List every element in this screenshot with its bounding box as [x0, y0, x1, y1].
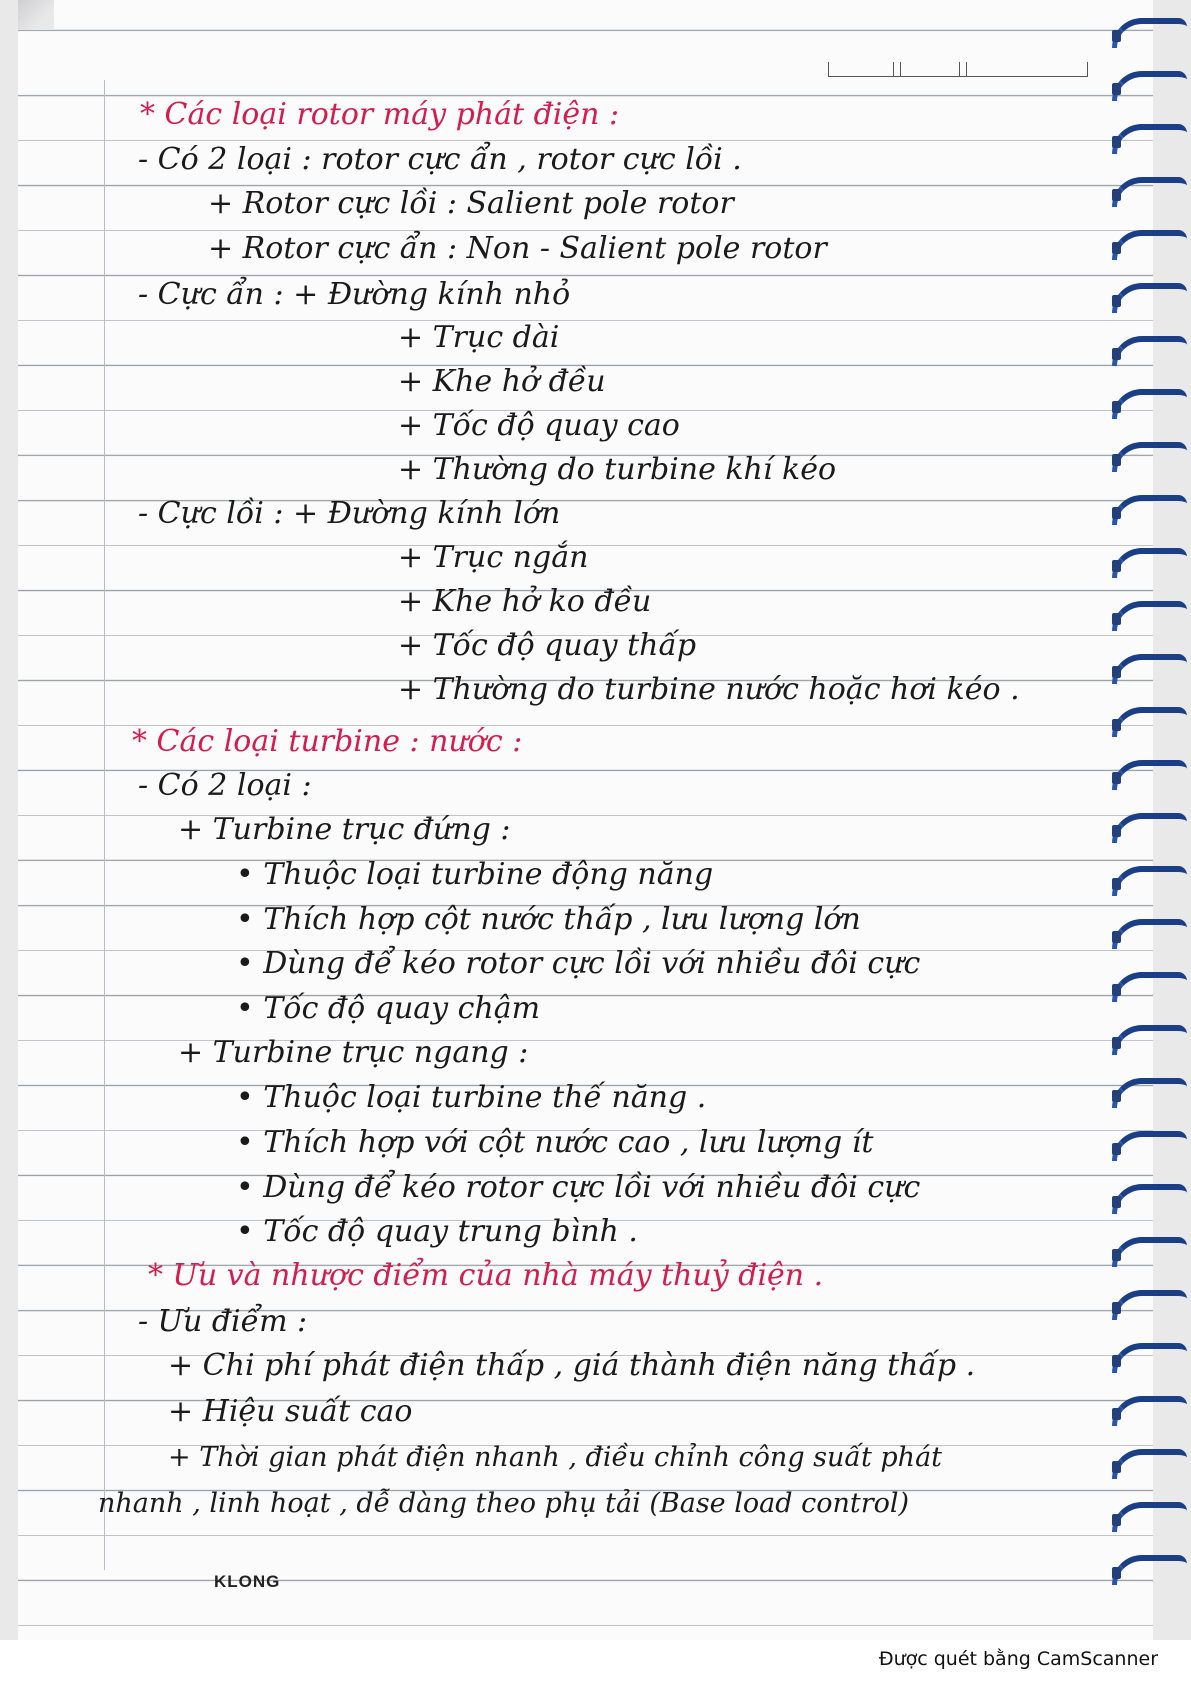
- binding-hole: [1112, 507, 1121, 519]
- margin-line: [104, 80, 105, 1570]
- spiral-coil: [1112, 71, 1187, 101]
- spiral-coil: [1112, 601, 1187, 631]
- spiral-binding: [1112, 0, 1191, 1640]
- spiral-coil: [1112, 442, 1187, 472]
- spiral-coil: [1112, 230, 1187, 260]
- note-line: + Trục dài: [398, 320, 560, 355]
- note-line: • Tốc độ quay chậm: [236, 991, 541, 1026]
- spiral-coil: [1112, 760, 1187, 790]
- spiral-coil: [1112, 495, 1187, 525]
- note-line: + Rotor cực ẩn : Non - Salient pole rotor: [208, 231, 827, 266]
- binding-hole: [1112, 295, 1121, 307]
- binding-hole: [1112, 772, 1121, 784]
- binding-hole: [1112, 1090, 1121, 1102]
- spiral-coil: [1112, 1290, 1187, 1320]
- binding-hole: [1112, 1514, 1121, 1526]
- note-line: + Trục ngắn: [398, 540, 589, 575]
- binding-hole: [1112, 1355, 1121, 1367]
- note-line: + Tốc độ quay cao: [398, 408, 680, 443]
- binding-hole: [1112, 666, 1121, 678]
- binding-hole: [1112, 825, 1121, 837]
- page-corner: [18, 0, 54, 30]
- spiral-coil: [1112, 1078, 1187, 1108]
- heading-pros-cons: * Ưu và nhược điểm của nhà máy thuỷ điện .: [148, 1258, 824, 1293]
- binding-hole: [1112, 878, 1121, 890]
- spiral-coil: [1112, 177, 1187, 207]
- notebook-brand-logo: KLONG: [214, 1572, 281, 1591]
- binding-hole: [1112, 83, 1121, 95]
- binding-hole: [1112, 1461, 1121, 1473]
- spiral-coil: [1112, 1555, 1187, 1585]
- binding-hole: [1112, 560, 1121, 572]
- date-box-divider: [959, 62, 967, 76]
- spiral-coil: [1112, 18, 1187, 48]
- binding-hole: [1112, 454, 1121, 466]
- note-line: • Thuộc loại turbine thế năng .: [236, 1080, 707, 1115]
- note-line: • Thích hợp cột nước thấp , lưu lượng lớn: [236, 902, 861, 937]
- note-line: + Khe hở đều: [398, 364, 606, 399]
- note-line: + Hiệu suất cao: [168, 1394, 413, 1429]
- spiral-coil: [1112, 1502, 1187, 1532]
- binding-hole: [1112, 401, 1121, 413]
- binding-hole: [1112, 1249, 1121, 1261]
- binding-hole: [1112, 1143, 1121, 1155]
- spiral-coil: [1112, 813, 1187, 843]
- date-box-divider: [893, 62, 901, 76]
- spiral-coil: [1112, 707, 1187, 737]
- note-line: + Thời gian phát điện nhanh , điều chỉnh công suất phát: [168, 1442, 943, 1473]
- spiral-coil: [1112, 866, 1187, 896]
- binding-hole: [1112, 348, 1121, 360]
- spiral-coil: [1112, 919, 1187, 949]
- note-line: • Thuộc loại turbine động năng: [236, 857, 714, 892]
- note-line: + Khe hở ko đều: [398, 584, 652, 619]
- note-line: + Thường do turbine nước hoặc hơi kéo .: [398, 672, 1020, 707]
- note-line: + Thường do turbine khí kéo: [398, 452, 837, 487]
- note-line: • Thích hợp với cột nước cao , lưu lượng ít: [236, 1125, 874, 1160]
- spiral-coil: [1112, 1131, 1187, 1161]
- spiral-coil: [1112, 972, 1187, 1002]
- note-line: • Tốc độ quay trung bình .: [236, 1214, 638, 1249]
- binding-hole: [1112, 1408, 1121, 1420]
- note-line: - Có 2 loại :: [138, 768, 312, 803]
- note-line: + Turbine trục ngang :: [178, 1035, 529, 1070]
- spiral-coil: [1112, 124, 1187, 154]
- spiral-coil: [1112, 1343, 1187, 1373]
- binding-hole: [1112, 189, 1121, 201]
- note-line: + Rotor cực lồi : Salient pole rotor: [208, 186, 734, 221]
- binding-hole: [1112, 30, 1121, 42]
- spiral-coil: [1112, 1449, 1187, 1479]
- note-line: - Ưu điểm :: [138, 1304, 308, 1339]
- note-line: + Turbine trục đứng :: [178, 812, 511, 847]
- notebook-page: [18, 0, 1153, 1640]
- spiral-coil: [1112, 1237, 1187, 1267]
- binding-hole: [1112, 719, 1121, 731]
- spiral-coil: [1112, 1025, 1187, 1055]
- spiral-coil: [1112, 336, 1187, 366]
- note-line: + Tốc độ quay thấp: [398, 628, 697, 663]
- binding-hole: [1112, 931, 1121, 943]
- spiral-coil: [1112, 548, 1187, 578]
- note-line: - Cực ẩn : + Đường kính nhỏ: [138, 277, 571, 312]
- note-line: • Dùng để kéo rotor cực lồi với nhiều đôi cực: [236, 1170, 921, 1205]
- binding-hole: [1112, 1196, 1121, 1208]
- binding-hole: [1112, 984, 1121, 996]
- heading-rotor-types: * Các loại rotor máy phát điện :: [140, 97, 620, 132]
- binding-hole: [1112, 1037, 1121, 1049]
- binding-hole: [1112, 1302, 1121, 1314]
- date-box: [828, 62, 1088, 77]
- note-line: • Dùng để kéo rotor cực lồi với nhiều đôi cực: [236, 946, 921, 981]
- binding-hole: [1112, 1567, 1121, 1579]
- heading-turbine-types: * Các loại turbine : nước :: [132, 724, 523, 759]
- binding-hole: [1112, 613, 1121, 625]
- note-line: - Có 2 loại : rotor cực ẩn , rotor cực lồi .: [138, 142, 742, 177]
- note-line: nhanh , linh hoạt , dễ dàng theo phụ tải (Base load control): [98, 1488, 910, 1519]
- note-line: - Cực lồi : + Đường kính lớn: [138, 496, 561, 531]
- binding-hole: [1112, 136, 1121, 148]
- spiral-coil: [1112, 1396, 1187, 1426]
- spiral-coil: [1112, 654, 1187, 684]
- spiral-coil: [1112, 1184, 1187, 1214]
- scanner-watermark: Được quét bằng CamScanner: [878, 1648, 1158, 1670]
- spiral-coil: [1112, 389, 1187, 419]
- scanner-footer: [0, 1640, 1191, 1685]
- binding-hole: [1112, 242, 1121, 254]
- note-line: + Chi phí phát điện thấp , giá thành điện năng thấp .: [168, 1348, 976, 1383]
- spiral-coil: [1112, 283, 1187, 313]
